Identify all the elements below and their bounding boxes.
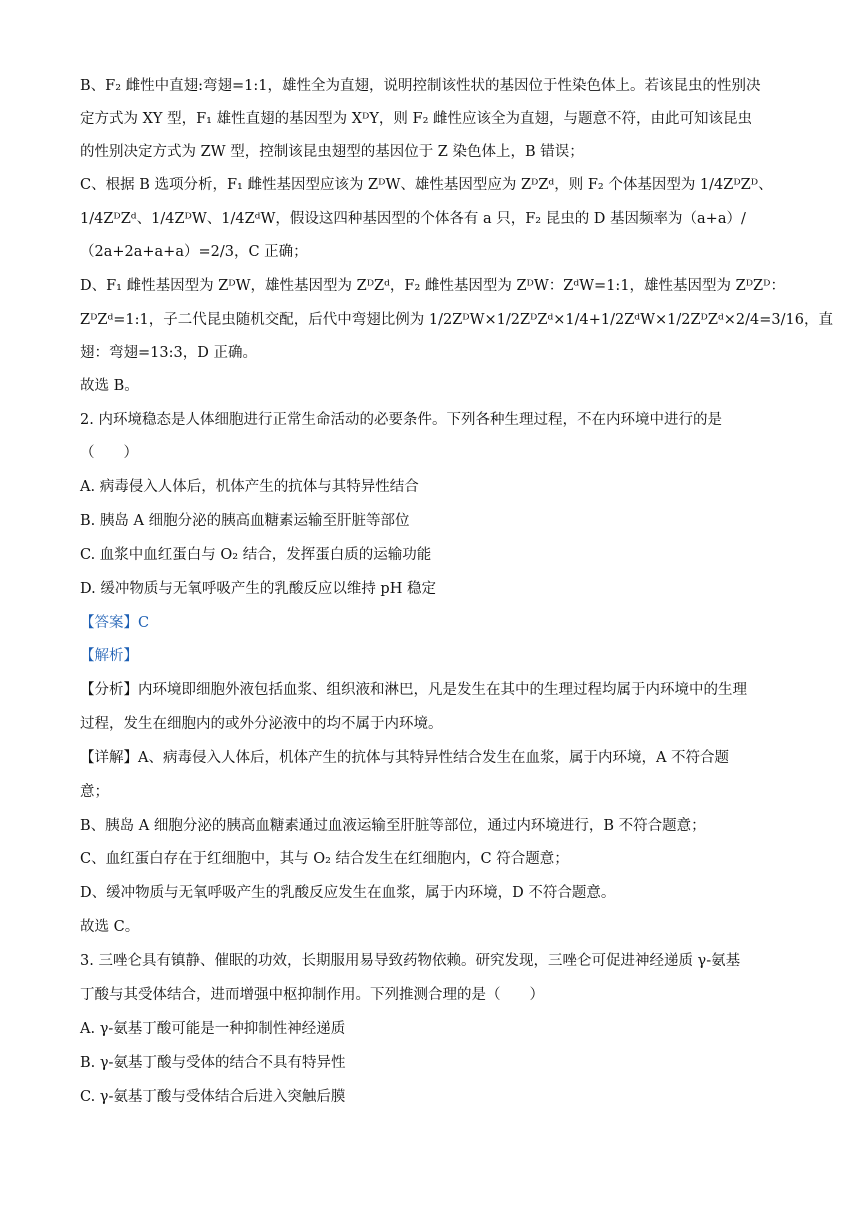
detail-text: D、缓冲物质与无氧呼吸产生的乳酸反应发生在血浆，属于内环境，D 不符合题意。: [80, 885, 616, 901]
text-line: C、根据 B 选项分析，F₁ 雌性基因型应该为 ZᴰW、雄性基因型应为 ZᴰZᵈ，则 F₂ 个体基因型为 1/4ZᴰZᴰ、: [80, 177, 773, 193]
answer-label: 【答案】C: [80, 615, 150, 631]
question-3-stem: 3. 三唑仑具有镇静、催眠的功效，长期服用易导致药物依赖。研究发现，三唑仑可促进神经递质 γ-氨基: [80, 953, 741, 969]
text-line: B、F₂ 雌性中直翅:弯翅=1:1，雄性全为直翅，说明控制该性状的基因位于性染色体上。若该昆虫的性别决: [80, 78, 761, 94]
analysis-label: 【解析】: [80, 648, 138, 664]
detail-text: 故选 C。: [80, 919, 140, 935]
option-b: B. 胰岛 A 细胞分泌的胰高血糖素运输至肝脏等部位: [80, 513, 410, 529]
text-line: ZᴰZᵈ=1:1，子二代昆虫随机交配，后代中弯翅比例为 1/2ZᴰW×1/2ZᴰZᵈ×1/4+1/2ZᵈW×1/2ZᴰZᵈ×2/4=3/16，直: [80, 312, 833, 328]
question-2-stem: 2. 内环境稳态是人体细胞进行正常生命活动的必要条件。下列各种生理过程，不在内环境中进行的是: [80, 412, 722, 428]
option-b: B. γ-氨基丁酸与受体的结合不具有特异性: [80, 1055, 346, 1071]
detail-text: C、血红蛋白存在于红细胞中，其与 O₂ 结合发生在红细胞内，C 符合题意；: [80, 851, 569, 867]
analysis-text: 【分析】内环境即细胞外液包括血浆、组织液和淋巴，凡是发生在其中的生理过程均属于内环境中的生理: [80, 682, 747, 698]
analysis-text: 过程，发生在细胞内的或外分泌液中的均不属于内环境。: [80, 716, 443, 732]
text-line: 的性别决定方式为 ZW 型，控制该昆虫翅型的基因位于 Z 染色体上，B 错误；: [80, 144, 584, 160]
text-line: D、F₁ 雌性基因型为 ZᴰW，雄性基因型为 ZᴰZᵈ，F₂ 雌性基因型为 ZᴰW：ZᵈW=1:1，雄性基因型为 ZᴰZᴰ：: [80, 278, 785, 294]
detail-text: 意；: [80, 784, 109, 800]
option-c: C. γ-氨基丁酸与受体结合后进入突触后膜: [80, 1089, 346, 1105]
question-3-stem: 丁酸与其受体结合，进而增强中枢抑制作用。下列推测合理的是（ ）: [80, 987, 544, 1003]
option-c: C. 血浆中血红蛋白与 O₂ 结合，发挥蛋白质的运输功能: [80, 547, 432, 563]
text-line: （2a+2a+a+a）=2/3，C 正确；: [80, 244, 308, 260]
detail-text: B、胰岛 A 细胞分泌的胰高血糖素通过血液运输至肝脏等部位，通过内环境进行，B 不符合题意；: [80, 818, 706, 834]
detail-text: 【详解】A、病毒侵入人体后，机体产生的抗体与其特异性结合发生在血浆，属于内环境，A 不符合题: [80, 750, 730, 766]
text-line: 故选 B。: [80, 378, 139, 394]
text-line: 1/4ZᴰZᵈ、1/4ZᴰW、1/4ZᵈW，假设这四种基因型的个体各有 a 只，F₂ 昆虫的 D 基因频率为（a+a）/: [80, 211, 746, 227]
answer-blank: （ ）: [80, 445, 138, 461]
option-d: D. 缓冲物质与无氧呼吸产生的乳酸反应以维持 pH 稳定: [80, 581, 436, 597]
option-a: A. 病毒侵入人体后，机体产生的抗体与其特异性结合: [80, 479, 419, 495]
text-line: 翅：弯翅=13:3，D 正确。: [80, 345, 257, 361]
text-line: 定方式为 XY 型，F₁ 雄性直翅的基因型为 XᴰY，则 F₂ 雌性应该全为直翅，与题意不符，由此可知该昆虫: [80, 111, 753, 127]
option-a: A. γ-氨基丁酸可能是一种抑制性神经递质: [80, 1021, 346, 1037]
